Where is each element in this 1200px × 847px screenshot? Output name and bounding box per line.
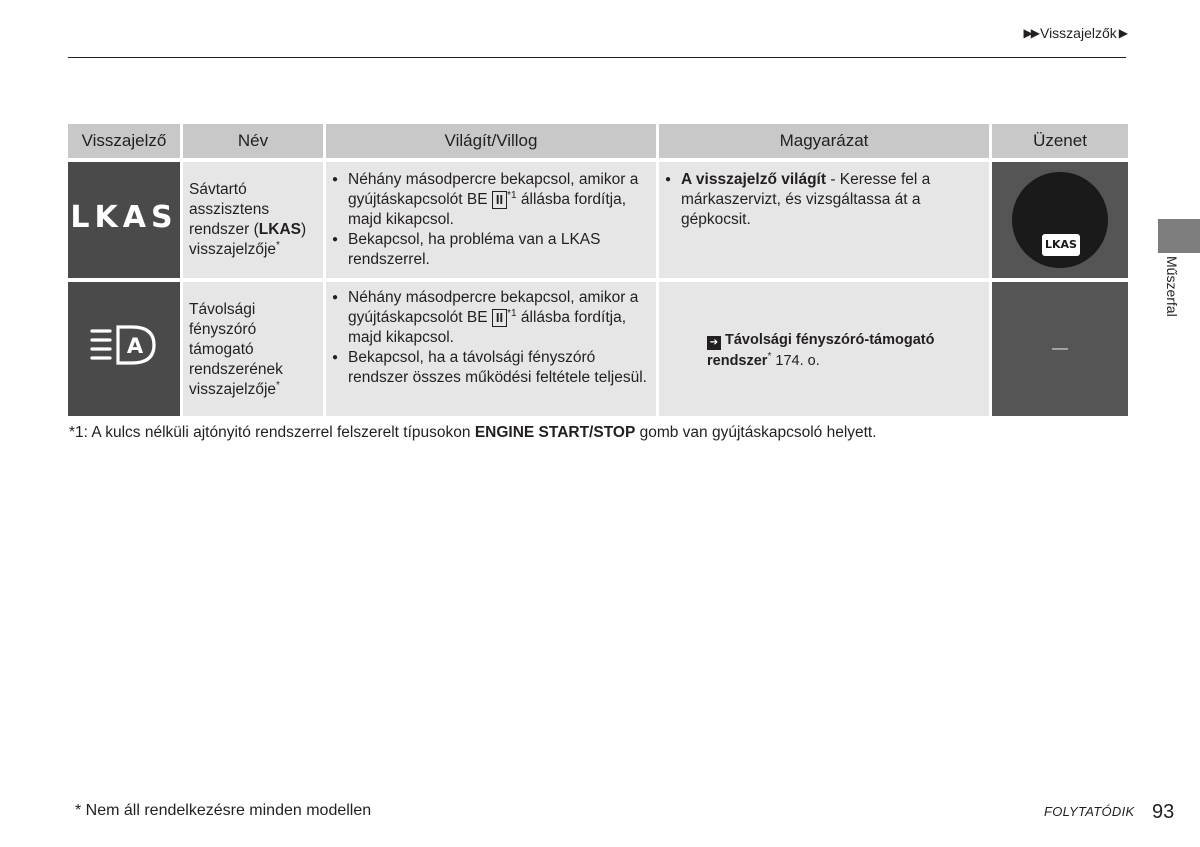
explanation (659, 282, 989, 416)
bullet-text-end: állásba fordítja, majd kikapcsol. (348, 191, 627, 228)
auto-letter: A (126, 334, 144, 358)
footnote-ref: *1 (507, 307, 517, 319)
name-text-end: ) visszajelzője (189, 221, 307, 258)
display-disc-icon (1012, 172, 1108, 268)
ignition-position-box: II (492, 191, 507, 209)
indicator-name (183, 162, 323, 278)
name-text: Távolsági fényszóró támogató rendszerének visszajelzője (189, 301, 283, 398)
reference-title: Távolsági fényszóró-támogató rendszer (707, 332, 935, 369)
page-number: 93 (1152, 801, 1175, 823)
lkas-indicator-icon (68, 162, 180, 278)
list-item (681, 170, 983, 230)
reference-star: * (767, 351, 772, 363)
footnote-text: A kulcs nélküli ajtónyitó rendszerrel felszerelt típusokon (87, 424, 475, 441)
availability-note: * Nem áll rendelkezésre minden modellen (75, 802, 372, 819)
bullet-text: Néhány másodpercre bekapcsol, amikor a gyújtáskapcsolót BE (348, 171, 639, 208)
bullet-text: Néhány másodpercre bekapcsol, amikor a gyújtáskapcsolót BE (348, 289, 639, 326)
reference-page: 174. o. (771, 353, 820, 369)
indicator-name (183, 282, 323, 416)
arrow-right-icon: ▶ (1118, 26, 1126, 40)
col-header-message: Üzenet (992, 124, 1128, 158)
footnote (69, 424, 877, 442)
light-description (326, 282, 656, 416)
high-beam-assist-indicator-icon (68, 282, 180, 416)
breadcrumb-label: Visszajelzők (1039, 25, 1117, 41)
table-row (68, 282, 1128, 416)
footnote-ref: *1 (507, 189, 517, 201)
explanation-text: - Keresse fel a márkaszervizt, és vizsgáltassa át a gépkocsit. (681, 171, 931, 228)
header-divider (68, 57, 1126, 58)
light-description (326, 162, 656, 278)
message-display (992, 282, 1128, 416)
no-message-dash: — (1052, 340, 1068, 357)
explanation (659, 162, 989, 278)
col-header-indicator: Visszajelző (68, 124, 180, 158)
continues-label: FOLYTATÓDIK (1044, 804, 1135, 819)
name-star: * (276, 239, 280, 251)
table-row (68, 162, 1128, 278)
bullet-text-end: állásba fordítja, majd kikapcsol. (348, 309, 627, 346)
chapter-label: Műszerfal (1164, 256, 1180, 317)
message-display (992, 162, 1128, 278)
name-text: Sávtartó asszisztens rendszer ( (189, 181, 270, 238)
footnote-bold: ENGINE START/STOP (474, 424, 636, 441)
chapter-tab (1158, 219, 1200, 253)
col-header-explanation: Magyarázat (659, 124, 989, 158)
list-item: ● Bekapcsol, ha probléma van a LKAS rendszerrel. (348, 230, 650, 270)
list-item: ● Bekapcsol, ha a távolsági fényszóró rendszer összes működési feltétele teljesül. (348, 348, 650, 388)
col-header-light: Világít/Villog (326, 124, 656, 158)
footnote-mark: *1: (69, 424, 88, 441)
ignition-position-box: II (492, 309, 507, 327)
list-item (348, 170, 650, 230)
reference-arrow-icon: ➔ (707, 336, 721, 350)
double-arrow-icon: ▶▶ (1023, 26, 1038, 40)
table-header-row (68, 124, 1128, 158)
name-bold: LKAS (258, 221, 301, 238)
col-header-name: Név (183, 124, 323, 158)
lkas-badge: LKAS (1042, 234, 1080, 256)
breadcrumb (1024, 25, 1126, 41)
lkas-icon-text: LKAS (70, 199, 178, 235)
name-star: * (276, 379, 280, 391)
footnote-text-end: gomb van gyújtáskapcsoló helyett. (635, 424, 877, 441)
auto-high-beam-icon (88, 323, 160, 369)
indicator-table (65, 120, 1131, 420)
cross-reference[interactable] (707, 330, 983, 372)
explanation-bold: A visszajelző világít (681, 171, 827, 188)
list-item (348, 288, 650, 348)
